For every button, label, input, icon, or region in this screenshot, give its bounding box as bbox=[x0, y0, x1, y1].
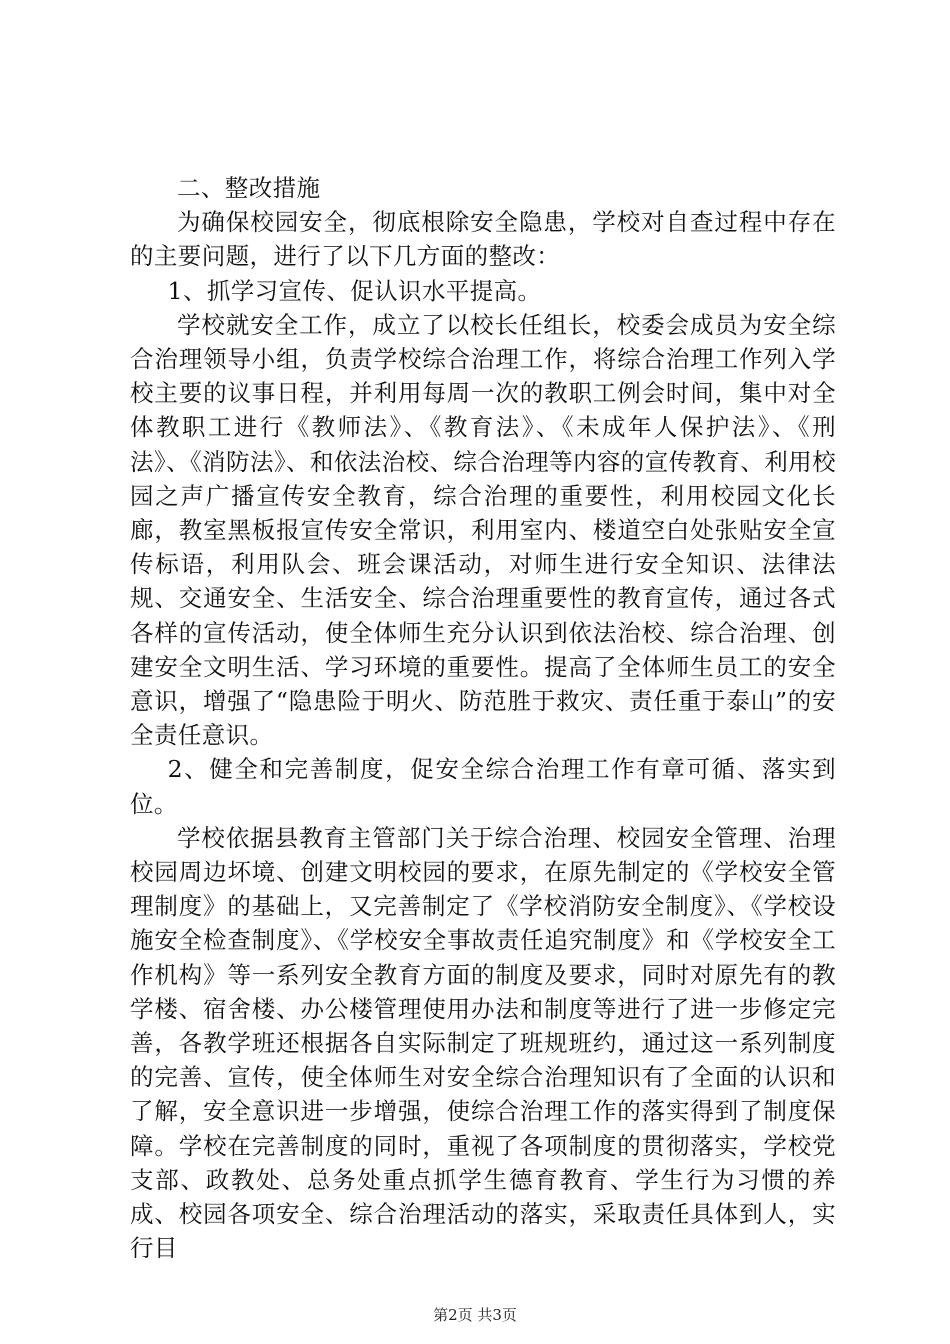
paragraph-1: 学校就安全工作，成立了以校长任组长，校委会成员为安全综合治理领导小组，负责学校综合治理工作，将综合治理工作列入学校主要的议事日程，并利用每周一次的教职工例会时间，集中对全体教职工进行《教师法》、《教育法》、《未成年人保护法》、《刑法》、《消防法》、和依法治校、综合治理等内容的宣传教育、利用校园之声广播宣传安全教育，综合治理的重要性，利用校园文化长廊，教室黑板报宣传安全常识，利用室内、楼道空白处张贴安全宣传标语，利用队会、班会课活动，对师生进行安全知识、法律法规、交通安全、生活安全、综合治理重要性的教育宣传，通过各式各样的宣传活动，使全体师生充分认识到依法治校、综合治理、创建安全文明生活、学习环境的重要性。提高了全体师生员工的安全意识，增强了“隐患险于明火、防范胜于救灾、责任重于泰山”的安全责任意识。 bbox=[130, 310, 836, 750]
paragraph-2: 学校依据县教育主管部门关于综合治理、校园安全管理、治理校园周边坏境、创建文明校园的要求，在原先制定的《学校安全管理制度》的基础上，又完善制定了《学校消防安全制度》、《学校设施安全检查制度》、《学校安全事故责任追究制度》和《学校安全工作机构》等一系列安全教育方面的制度及要求，同时对原先有的教学楼、宿舍楼、办公楼管理使用办法和制度等进行了进一步修定完善，各教学班还根据各自实际制定了班规班约，通过这一系列制度的完善、宣传，使全体师生对安全综合治理知识有了全面的认识和了解，安全意识进一步增强，使综合治理工作的落实得到了制度保障。学校在完善制度的同时，重视了各项制度的贯彻落实，学校党支部、政教处、总务处重点抓学生德育教育、学生行为习惯的养成、校园各项安全、综合治理活动的落实，采取责任具体到人，实行目 bbox=[130, 823, 836, 1263]
page-footer bbox=[0, 1305, 950, 1325]
subheading-1: 1、抓学习宣传、促认识水平提高。 bbox=[167, 276, 542, 305]
subheading-2: 2、健全和完善制度，促安全综合治理工作有章可循、落实到位。 bbox=[130, 755, 836, 818]
section-heading: 二、整改措施 bbox=[177, 174, 321, 202]
paragraph-intro: 为确保校园安全，彻底根除安全隐患，学校对自查过程中存在的主要问题，进行了以下几方面的整改： bbox=[130, 208, 836, 271]
document-body bbox=[130, 171, 836, 1266]
page-number: 第2页 共3页 bbox=[433, 1306, 517, 1324]
